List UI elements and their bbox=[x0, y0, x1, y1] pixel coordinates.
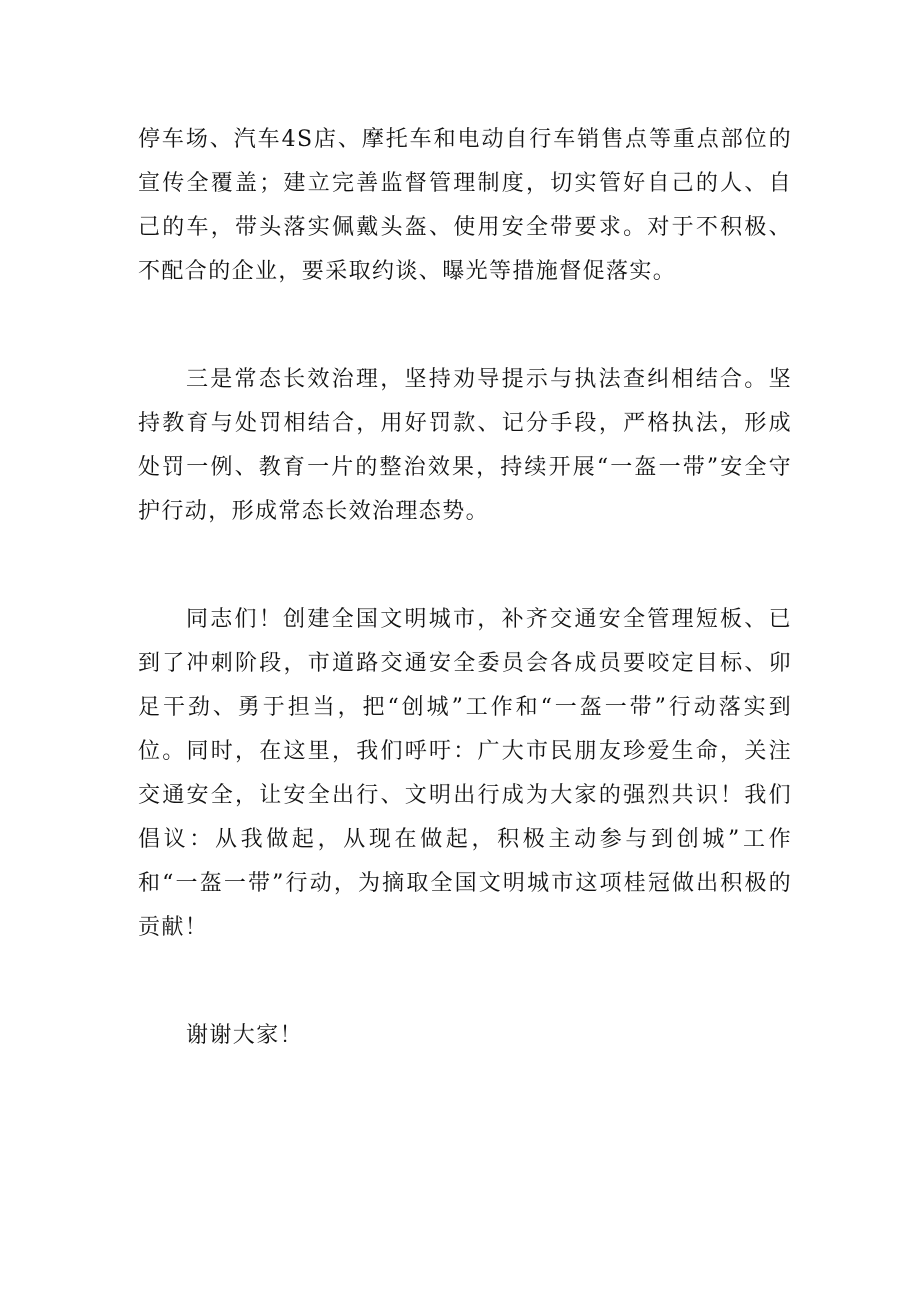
document-body bbox=[138, 118, 792, 1058]
paragraph-publicity-coverage: 停车场、汽车4S店、摩托车和电动自行车销售点等重点部位的宣传全覆盖；建立完善监督管理制度，切实管好自己的人、自己的车，带头落实佩戴头盔、使用安全带要求。对于不积极、不配合的企业，要采取约谈、曝光等措施督促落实。 bbox=[138, 127, 792, 284]
paragraph-normalized-governance: 三是常态长效治理，坚持劝导提示与执法查纠相结合。坚持教育与处罚相结合，用好罚款、记分手段，严格执法，形成处罚一例、教育一片的整治效果，持续开展“一盔一带”安全守护行动，形成常态长效治理态势。 bbox=[138, 367, 792, 524]
paragraph-spacer bbox=[138, 950, 792, 1014]
paragraph-closing-thanks: 谢谢大家！ bbox=[186, 1023, 304, 1048]
paragraph-spacer bbox=[138, 294, 792, 358]
paragraph-comrades-appeal: 同志们！创建全国文明城市，补齐交通安全管理短板、已到了冲刺阶段，市道路交通安全委员会各成员要咬定目标、卯足干劲、勇于担当，把“创城”工作和“一盔一带”行动落实到位。同时，在这里，我们呼吁：广大市民朋友珍爱生命，关注交通安全，让安全出行、文明出行成为大家的强烈共识！我们倡议：从我做起，从现在做起，积极主动参与到创城”工作和“一盔一带”行动，为摘取全国文明城市这项桂冠做出积极的贡献！ bbox=[138, 607, 792, 940]
paragraph-spacer bbox=[138, 534, 792, 598]
